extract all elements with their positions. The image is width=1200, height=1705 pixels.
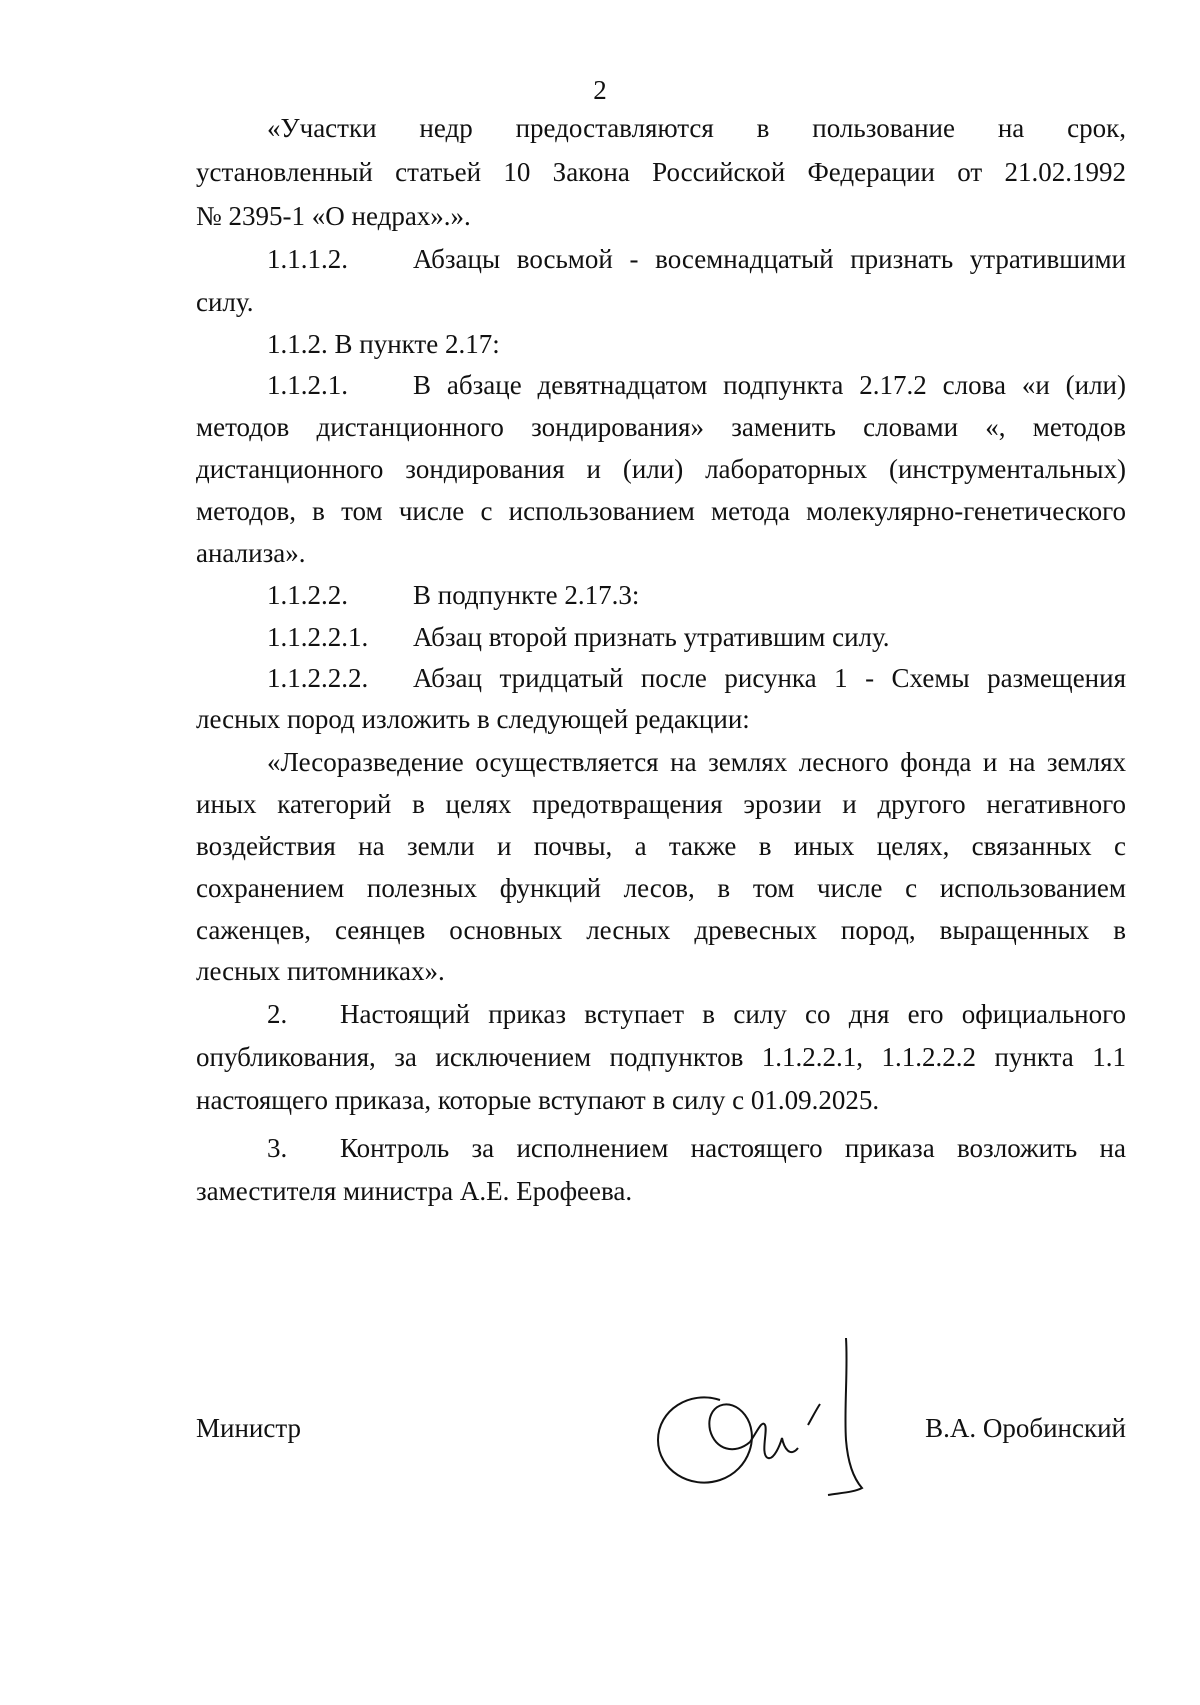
item-number: 2. bbox=[267, 999, 288, 1029]
paragraph-line: воздействия на земли и почвы, а также в иных целях, связанных с bbox=[196, 831, 1126, 861]
item-number: 3. bbox=[267, 1133, 288, 1163]
item-number: 1.1.1.2. bbox=[267, 244, 348, 274]
item-text: Абзацы восьмой - восемнадцатый признать утратившими bbox=[413, 244, 1126, 274]
item-text: Абзац второй признать утратившим силу. bbox=[413, 622, 890, 652]
paragraph-line-numbered bbox=[267, 579, 1126, 611]
item-number: 1.1.2.2. bbox=[267, 580, 348, 610]
paragraph-line: лесных пород изложить в следующей редакции: bbox=[196, 704, 750, 734]
item-text: В подпункте 2.17.3: bbox=[413, 580, 640, 610]
paragraph-line: саженцев, сеянцев основных лесных древесных пород, выращенных в bbox=[196, 915, 1126, 945]
paragraph-line-numbered bbox=[267, 621, 1126, 653]
signer-name: В.А. Оробинский bbox=[925, 1413, 1126, 1443]
paragraph-line: № 2395-1 «О недрах».». bbox=[196, 201, 471, 231]
item-text: Настоящий приказ вступает в силу со дня его официального bbox=[340, 999, 1126, 1029]
paragraph-line-numbered bbox=[267, 1132, 1126, 1164]
paragraph-line: иных категорий в целях предотвращения эрозии и другого негативного bbox=[196, 789, 1126, 819]
paragraph-line: силу. bbox=[196, 287, 254, 317]
paragraph-line-numbered bbox=[267, 369, 1126, 401]
item-text: Контроль за исполнением настоящего приказа возложить на bbox=[340, 1133, 1126, 1163]
page-number: 2 bbox=[593, 75, 607, 105]
handwritten-signature bbox=[650, 1330, 880, 1510]
item-text: Абзац тридцатый после рисунка 1 - Схемы размещения bbox=[413, 663, 1126, 693]
paragraph-line: сохранением полезных функций лесов, в том числе с использованием bbox=[196, 873, 1126, 903]
paragraph-line: «Лесоразведение осуществляется на землях лесного фонда и на землях bbox=[267, 747, 1126, 777]
paragraph-line-numbered bbox=[267, 998, 1126, 1030]
paragraph-line: «Участки недр предоставляются в пользование на срок, bbox=[267, 113, 1126, 143]
signer-position: Министр bbox=[196, 1413, 301, 1443]
item-text: В абзаце девятнадцатом подпункта 2.17.2 слова «и (или) bbox=[413, 370, 1126, 400]
paragraph-line-numbered bbox=[267, 662, 1126, 694]
item-number: 1.1.2.2.1. bbox=[267, 622, 369, 652]
paragraph-line: заместителя министра А.Е. Ерофеева. bbox=[196, 1176, 633, 1206]
paragraph-line-numbered bbox=[267, 243, 1126, 275]
item-number: 1.1.2.1. bbox=[267, 370, 348, 400]
paragraph-line: методов дистанционного зондирования» заменить словами «, методов bbox=[196, 412, 1126, 442]
paragraph-line: опубликования, за исключением подпунктов 1.1.2.2.1, 1.1.2.2.2 пункта 1.1 bbox=[196, 1042, 1126, 1072]
paragraph-line: анализа». bbox=[196, 538, 306, 568]
paragraph-line: дистанционного зондирования и (или) лабораторных (инструментальных) bbox=[196, 454, 1126, 484]
paragraph-line: 1.1.2. В пункте 2.17: bbox=[267, 329, 500, 359]
paragraph-line: методов, в том числе с использованием метода молекулярно-генетического bbox=[196, 496, 1126, 526]
paragraph-line: лесных питомниках». bbox=[196, 956, 445, 986]
paragraph-line: настоящего приказа, которые вступают в силу с 01.09.2025. bbox=[196, 1085, 880, 1115]
item-number: 1.1.2.2.2. bbox=[267, 663, 369, 693]
paragraph-line: установленный статьей 10 Закона Российской Федерации от 21.02.1992 bbox=[196, 157, 1126, 187]
